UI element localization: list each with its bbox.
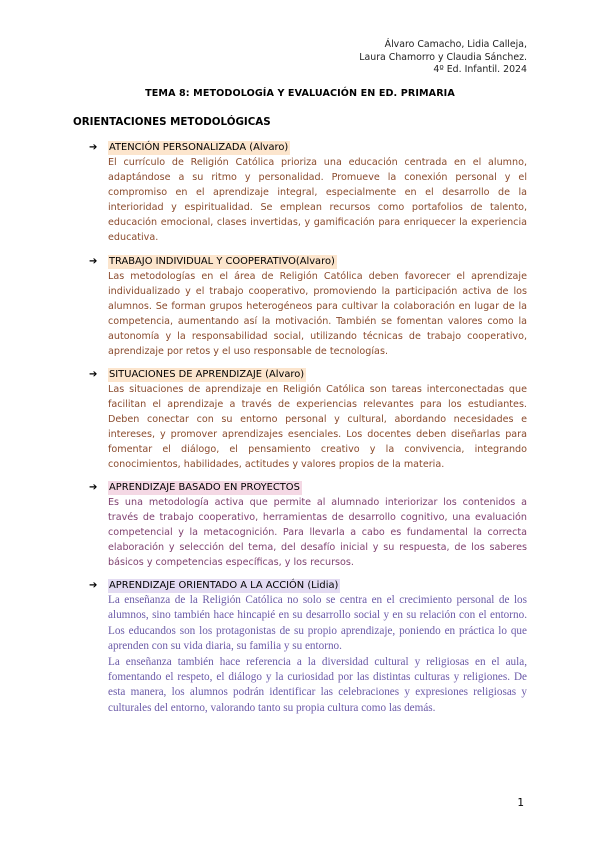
item-body [108,593,527,716]
item-heading: SITUACIONES DE APRENDIZAJE (Alvaro) [109,369,305,380]
author-line: Laura Chamorro y Claudia Sánchez. [359,51,527,63]
methodology-item-situaciones [89,368,527,473]
item-body [108,155,527,246]
item-heading: APRENDIZAJE ORIENTADO A LA ACCIÓN (Lidia) [109,580,339,591]
item-body [108,382,527,473]
methodology-item-accion [89,579,527,716]
item-paragraph: Es una metodología activa que permite al alumnado interiorizar los contenidos a través de trabajo cooperativo, herramientas de desarrollo cognitivo, una evaluación competencial y la metacognición. Para llevarla a cabo es fundamental la correcta elaboración y selección del tema, del desafío inicial y su respuesta, de los saberes básicos y competencias específicas, y los recursos. [108,497,527,569]
arrow-right-icon: ➔ [89,482,98,493]
section-title: ORIENTACIONES METODOLÓGICAS [73,116,271,128]
methodology-item-proyectos [89,481,527,570]
item-paragraph: Las metodologías en el área de Religión Católica deben favorecer el aprendizaje individualizado y el trabajo cooperativo, promoviendo la participación activa de los alumnos. Se forman grupos heterogéneos para cultivar la colaboración en lugar de la competencia, aumentando así la motivación. También se fomentan valores como la autonomía y la responsabilidad social, utilizando técnicas de trabajo cooperativo, aprendizaje por retos y el uso responsable de tecnologías. [108,271,527,358]
item-body [108,269,527,360]
item-heading: APRENDIZAJE BASADO EN PROYECTOS [109,482,300,493]
item-paragraph: El currículo de Religión Católica prioriza una educación centrada en el alumno, adaptándose a su ritmo y personalidad. Promueve la conexión personal y el compromiso en el aprendizaje integral, especialmente en el desarrollo de la interioridad y espiritualidad. Se emplean recursos como portafolios de talento, educación emocional, clases invertidas, y gamificación para enriquecer la experiencia educativa. [108,157,527,244]
arrow-right-icon: ➔ [89,256,98,267]
item-heading: ATENCIÓN PERSONALIZADA (Alvaro) [109,142,289,153]
page-number: 1 [517,797,524,809]
item-paragraph: La enseñanza de la Religión Católica no solo se centra en el crecimiento personal de los alumnos, sino también hace hincapié en su desarrollo social y en su relación con el entorno. Los educandos son los protagonistas de su propio aprendizaje, poniendo en práctica lo que aprenden con su vida diaria, su familia y su entorno. [108,594,527,653]
document-title: TEMA 8: METODOLOGÍA Y EVALUACIÓN EN ED. PRIMARIA [145,88,455,99]
methodology-item-atencion [89,141,527,246]
arrow-right-icon: ➔ [89,580,98,591]
arrow-right-icon: ➔ [89,369,98,380]
item-paragraph: Las situaciones de aprendizaje en Religión Católica son tareas interconectadas que facilitan el aprendizaje a través de experiencias relevantes para los estudiantes. Deben conectar con su entorno personal y cultural, abordando necesidades e intereses, y promover aprendizajes esenciales. Los docentes deben diseñarlas para fomentar el diálogo, el pensamiento creativo y la convivencia, integrando conocimientos, habilidades, actitudes y valores propios de la materia. [108,384,527,471]
item-heading: TRABAJO INDIVIDUAL Y COOPERATIVO(Alvaro) [109,256,335,267]
methodology-item-trabajo [89,255,527,360]
item-paragraph: La enseñanza también hace referencia a la diversidad cultural y religiosas en el aula, fomentando el respeto, el diálogo y la curiosidad por las distintas culturas y religiones. De esta manera, los alumnos podrán identificar las celebraciones y expresiones religiosas y culturales del entorno, valorando tanto su propia cultura como las demás. [108,655,527,714]
arrow-right-icon: ➔ [89,142,98,153]
course-line: 4º Ed. Infantil. 2024 [433,64,527,76]
author-block [359,39,527,77]
item-body [108,495,527,570]
author-line: Álvaro Camacho, Lidia Calleja, [384,39,527,50]
